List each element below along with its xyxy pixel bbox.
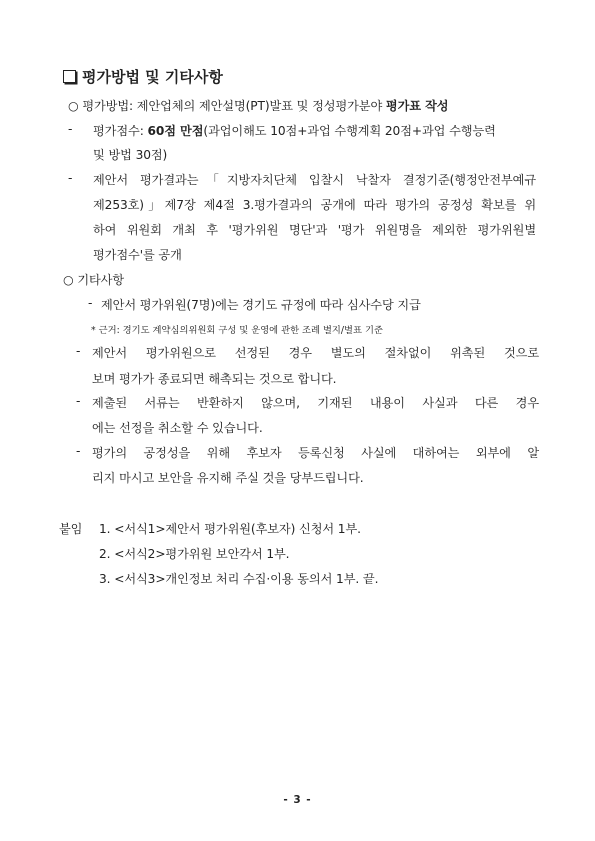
attachment-item-1: 1. <서식1>제안서 평가위원(후보자) 신청서 1부. <box>99 522 361 536</box>
other-item-4-dash: - <box>76 394 81 408</box>
score-line-1: 평가점수: 60점 만점(과업이해도 10점+과업 수행계획 20점+과업 수행능력 <box>93 124 496 138</box>
circle-bullet-icon: ○ <box>68 99 79 113</box>
score-dash: - <box>68 122 73 136</box>
score-bold: 60점 만점 <box>147 124 204 138</box>
page-number: - 3 - <box>283 794 312 806</box>
attachment-item-2: 2. <서식2>평가위원 보안각서 1부. <box>99 547 290 561</box>
checkbox-square-icon <box>63 70 76 83</box>
other-heading <box>63 271 124 288</box>
attachment-item-3: 3. <서식3>개인정보 처리 수집·이용 동의서 1부. 끝. <box>99 572 379 586</box>
attachment-label: 붙임 <box>59 522 83 536</box>
other-item-3-dash: - <box>76 344 81 358</box>
other-item-3-line-1: 제안서 평가위원으로 선정된 경우 별도의 절차없이 위촉된 것으로 <box>92 346 539 360</box>
result-line-2: 제253호)」제7장 제4절 3.평가결과의 공개에 따라 평가의 공정성 확보를 위 <box>93 198 536 212</box>
other-item-4-line-2: 에는 선정을 취소할 수 있습니다. <box>92 421 263 435</box>
note-text: * 근거: 경기도 계약심의위원회 구성 및 운영에 관한 조례 별지/별표 기준 <box>91 325 383 336</box>
other-item-1: 제안서 평가위원(7명)에는 경기도 규정에 따라 심사수당 지급 <box>101 298 421 312</box>
other-item-3-line-2: 보며 평가가 종료되면 해촉되는 것으로 합니다. <box>92 372 337 386</box>
other-item-5-line-1: 평가의 공정성을 위해 후보자 등록신청 사실에 대하여는 외부에 알 <box>92 446 539 460</box>
result-dash: - <box>68 171 73 185</box>
result-line-3: 하여 위원회 개최 후 '평가위원 명단'과 '평가 위원명을 제외한 평가위원별 <box>93 223 536 237</box>
other-title: 기타사항 <box>77 273 125 287</box>
other-item-5-dash: - <box>76 444 81 458</box>
other-item-4-line-1: 제출된 서류는 반환하지 않으며, 기재된 내용이 사실과 다른 경우 <box>92 396 539 410</box>
circle-bullet-icon: ○ <box>63 273 74 287</box>
other-item-1-dash: - <box>88 296 93 310</box>
method-line <box>68 97 448 114</box>
method-bold: 평가표 작성 <box>385 99 449 113</box>
section-title: 평가방법 및 기타사항 <box>82 68 223 86</box>
score-line-2: 및 방법 30점) <box>93 148 168 162</box>
result-line-4: 평가점수'를 공개 <box>93 248 182 262</box>
result-line-1: 제안서 평가결과는「지방자치단체 입찰시 낙찰자 결정기준(행정안전부예규 <box>93 173 536 187</box>
method-text: 평가방법: 제안업체의 제안설명(PT)발표 및 정성평가분야 <box>82 99 386 113</box>
other-item-5-line-2: 리지 마시고 보안을 유지해 주실 것을 당부드립니다. <box>92 471 364 485</box>
section-heading <box>63 66 223 87</box>
